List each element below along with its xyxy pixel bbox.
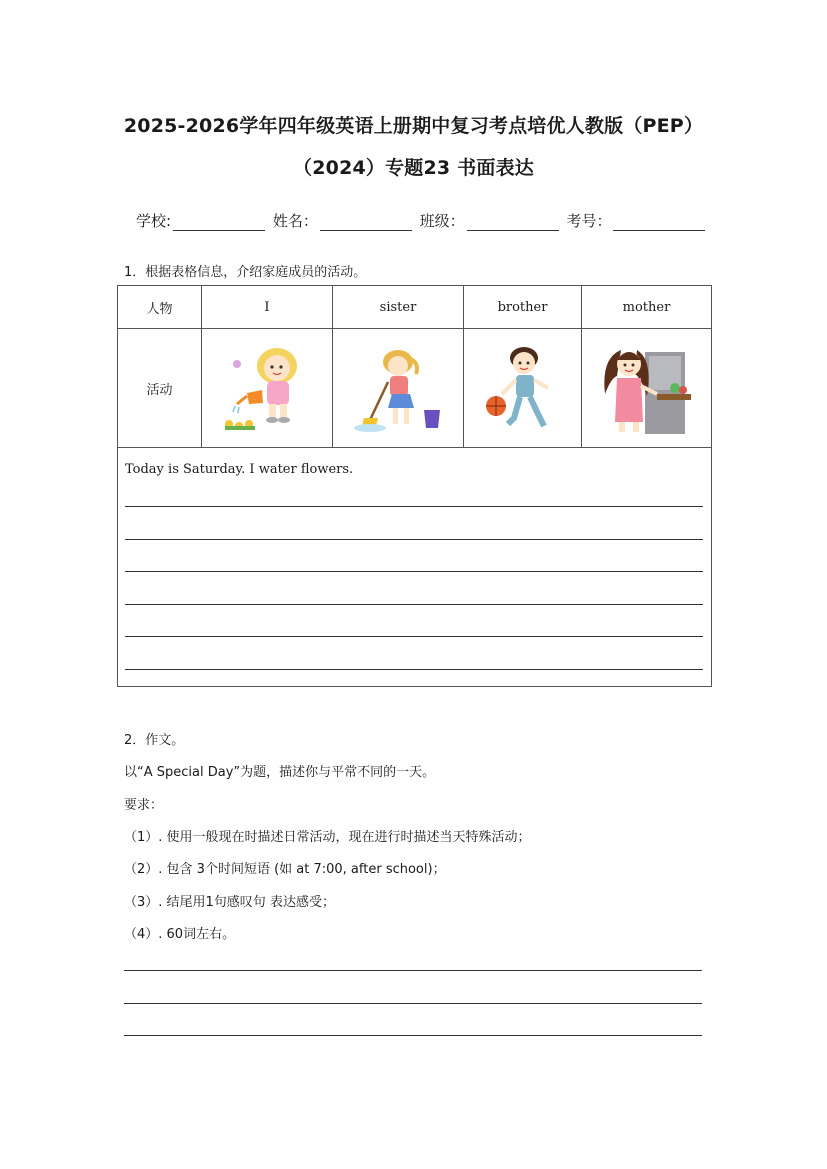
writing-line[interactable] <box>125 636 703 637</box>
question-2-prompt: 2．作文。 <box>124 733 185 748</box>
composition-line[interactable] <box>124 970 702 971</box>
student-info-row <box>136 210 708 231</box>
basketball-boy-icon <box>478 338 568 438</box>
question-2-intro: 以“A Special Day”为题，描述你与平常不同的一天。 <box>124 765 436 780</box>
writing-area[interactable] <box>118 448 712 687</box>
example-sentence: Today is Saturday. I water flowers. <box>125 462 354 477</box>
writing-line[interactable] <box>125 571 703 572</box>
activity-cell <box>464 329 582 448</box>
page-title-line2: （2024）专题23 书面表达 <box>293 157 534 179</box>
name-blank[interactable] <box>320 214 412 231</box>
class-blank[interactable] <box>467 214 559 231</box>
activity-cell <box>202 329 333 448</box>
activity-header: 活动 <box>118 329 202 448</box>
name-label: 姓名： <box>272 212 318 230</box>
question-1-prompt: 1．根据表格信息，介绍家庭成员的活动。 <box>124 265 367 280</box>
watering-flowers-girl-icon <box>217 338 317 438</box>
school-label: 学校: <box>136 212 172 230</box>
activity-row <box>118 329 712 448</box>
class-label: 班级： <box>419 212 465 230</box>
person-cell: I <box>202 286 333 329</box>
writing-line[interactable] <box>125 669 703 670</box>
requirement-item: （4）. 60词左右。 <box>124 927 236 942</box>
activity-cell <box>582 329 712 448</box>
cooking-mother-icon <box>597 338 697 438</box>
writing-line[interactable] <box>125 506 703 507</box>
requirement-item: （3）. 结尾用1句感叹句 表达感受； <box>124 895 335 910</box>
composition-line[interactable] <box>124 1003 702 1004</box>
number-blank[interactable] <box>613 214 705 231</box>
writing-row <box>118 448 712 687</box>
mopping-floor-girl-icon <box>348 338 448 438</box>
page-title-line1: 2025-2026学年四年级英语上册期中复习考点培优人教版（PEP） <box>123 115 704 137</box>
requirements-label: 要求： <box>124 798 164 813</box>
people-row <box>118 286 712 329</box>
school-blank[interactable] <box>173 214 265 231</box>
composition-line[interactable] <box>124 1035 702 1036</box>
person-cell: brother <box>464 286 582 329</box>
activity-cell <box>333 329 464 448</box>
people-header: 人物 <box>118 286 202 329</box>
writing-line[interactable] <box>125 539 703 540</box>
requirement-item: （1）. 使用一般现在时描述日常活动，现在进行时描述当天特殊活动； <box>124 830 531 845</box>
person-cell: mother <box>582 286 712 329</box>
requirement-item: （2）. 包含 3个时间短语 (如 at 7:00, after school)； <box>124 862 446 877</box>
activity-table <box>117 285 712 687</box>
writing-line[interactable] <box>125 604 703 605</box>
person-cell: sister <box>333 286 464 329</box>
number-label: 考号： <box>566 212 612 230</box>
